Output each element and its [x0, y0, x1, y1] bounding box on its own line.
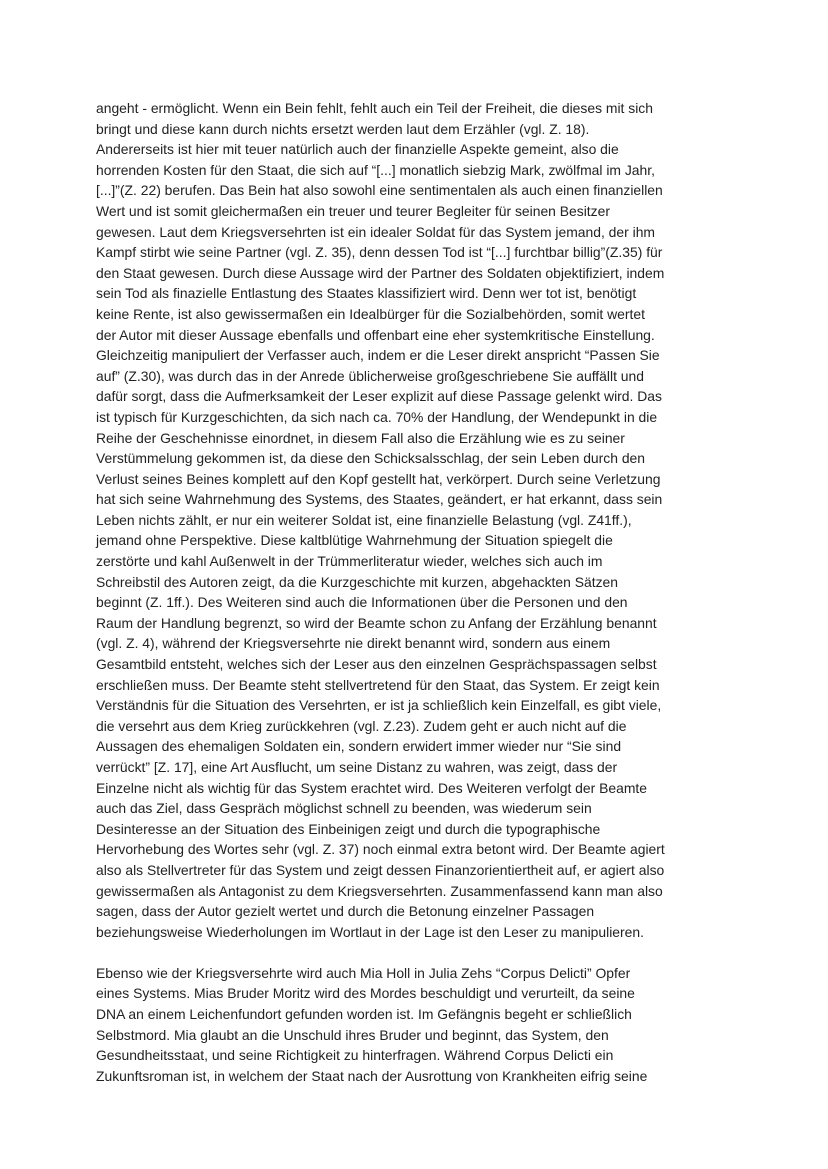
text-line: erschließen muss. Der Beamte steht stellvertretend für den Staat, das System. Er zeigt kein	[96, 676, 660, 693]
text-line: angeht - ermöglicht. Wenn ein Bein fehlt, fehlt auch ein Teil der Freiheit, die dieses mit sich	[96, 100, 653, 116]
text-line: (vgl. Z. 4), während der Kriegsversehrte nie direkt benannt wird, sondern aus einem	[96, 635, 611, 652]
text-line: die versehrt aus dem Krieg zurückkehren (vgl. Z.23). Zudem geht er auch nicht auf die	[96, 717, 627, 734]
text-line: Raum der Handlung begrenzt, so wird der Beamte schon zu Anfang der Erzählung benannt	[96, 614, 657, 631]
text-line: beginnt (Z. 1ff.). Des Weiteren sind auch die Informationen über die Personen und den	[96, 594, 628, 611]
text-line: DNA an einem Leichenfundort gefunden worden ist. Im Gefängnis begeht er schließlich	[96, 1005, 632, 1022]
text-line: Verstümmelung gekommen ist, da diese den Schicksalsschlag, der sein Leben durch den	[96, 450, 645, 467]
text-line: sein Tod als finazielle Entlastung des Staates klassifiziert wird. Denn wer tot ist, benötigt	[96, 285, 637, 302]
text-line: Verständnis für die Situation des Versehrten, er ist ja schließlich kein Einzelfall, es gibt viele,	[96, 697, 662, 714]
text-line: Gesamtbild entsteht, welches sich der Leser aus den einzelnen Gesprächspassagen selbst	[96, 656, 657, 673]
text-line: auf” (Z.30), was durch das in der Anrede üblicherweise großgeschriebene Sie auffällt und	[96, 367, 644, 384]
text-line: Aussagen des ehemaligen Soldaten ein, sondern erwidert immer wieder nur “Sie sind	[96, 738, 622, 755]
paragraph-1	[96, 98, 736, 942]
text-line: sagen, dass der Autor gezielt wertet und durch die Betonung einzelner Passagen	[96, 903, 595, 920]
text-line: gewissermaßen als Antagonist zu dem Kriegsversehrten. Zusammenfassend kann man also	[96, 882, 663, 899]
text-line: Reihe der Geschehnisse einordnet, in diesem Fall also die Erzählung wie es zu seiner	[96, 429, 625, 446]
text-line: Hervorhebung des Wortes sehr (vgl. Z. 37) noch einmal extra betont wird. Der Beamte agiert	[96, 841, 665, 858]
text-line: gewesen. Laut dem Kriegsversehrten ist ein idealer Soldat für das System jemand, der ihm	[96, 223, 655, 240]
text-line: horrenden Kosten für den Staat, die sich auf “[...] monatlich siebzig Mark, zwölfmal im Jahr,	[96, 161, 655, 178]
text-line: auch das Ziel, dass Gespräch möglichst schnell zu beenden, was wiederum sein	[96, 800, 592, 817]
text-line: den Staat gewesen. Durch diese Aussage wird der Partner des Soldaten objektifiziert, indem	[96, 264, 665, 281]
text-line: jemand ohne Perspektive. Diese kaltblütige Wahrnehmung der Situation spiegelt die	[96, 532, 613, 549]
text-line: Desinteresse an der Situation des Einbeinigen zeigt und durch die typographische	[96, 820, 601, 837]
text-line: der Autor mit dieser Aussage ebenfalls und offenbart eine eher systemkritische Einstellung.	[96, 326, 655, 343]
text-line: Wert und ist somit gleichermaßen ein treuer und teurer Begleiter für seinen Besitzer	[96, 202, 610, 219]
text-line: keine Rente, ist also gewissermaßen ein Idealbürger für die Sozialbehörden, somit wertet	[96, 305, 645, 322]
text-line: Kampf stirbt wie seine Partner (vgl. Z. 35), denn dessen Tod ist “[...] furchtbar billig”(Z.35) für	[96, 244, 663, 261]
paragraph-2	[96, 963, 736, 1087]
text-line: hat sich seine Wahrnehmung des Systems, des Staates, geändert, er hat erkannt, dass sein	[96, 491, 663, 508]
text-line: beziehungsweise Wiederholungen im Wortlaut in der Lage ist den Leser zu manipulieren.	[96, 923, 644, 940]
paragraph-gap	[96, 942, 736, 962]
text-line: bringt und diese kann durch nichts ersetzt werden laut dem Erzähler (vgl. Z. 18).	[96, 120, 590, 137]
text-line: Leben nichts zählt, er nur ein weiterer Soldat ist, eine finanzielle Belastung (vgl. Z41ff.),	[96, 511, 632, 528]
text-line: eines Systems. Mias Bruder Moritz wird des Mordes beschuldigt und verurteilt, da seine	[96, 985, 635, 1002]
text-line: [...]”(Z. 22) berufen. Das Bein hat also sowohl eine sentimentalen als auch einen finanziellen	[96, 182, 663, 199]
text-line: Gleichzeitig manipuliert der Verfasser auch, indem er die Leser direkt anspricht “Passen Sie	[96, 347, 660, 364]
text-line: zerstörte und kahl Außenwelt in der Trümmerliteratur wieder, welches sich auch im	[96, 553, 603, 570]
text-line: also als Stellvertreter für das System und zeigt dessen Finanzorientiertheit auf, er agiert also	[96, 861, 665, 878]
text-line: Selbstmord. Mia glaubt an die Unschuld ihres Bruder und beginnt, das System, den	[96, 1026, 609, 1043]
text-line: Andererseits ist hier mit teuer natürlich auch der finanzielle Aspekte gemeint, also die	[96, 141, 619, 158]
text-line: verrückt” [Z. 17], eine Art Ausflucht, um seine Distanz zu wahren, was zeigt, dass der	[96, 759, 618, 775]
text-line: Ebenso wie der Kriegsversehrte wird auch Mia Holl in Julia Zehs “Corpus Delicti” Opfer	[96, 964, 631, 981]
text-line: dafür sorgt, dass die Aufmerksamkeit der Leser explizit auf diese Passage gelenkt wird. Das	[96, 388, 662, 405]
text-line: ist typisch für Kurzgeschichten, da sich nach ca. 70% der Handlung, der Wendepunkt in die	[96, 408, 658, 425]
document-body	[96, 98, 736, 1086]
text-line: Zukunftsroman ist, in welchem der Staat nach der Ausrottung von Krankheiten eifrig seine	[96, 1067, 648, 1084]
text-line: Einzelne nicht als wichtig für das System erachtet wird. Des Weiteren verfolgt der Beamte	[96, 779, 647, 796]
text-line: Gesundheitsstaat, und seine Richtigkeit zu hinterfragen. Während Corpus Delicti ein	[96, 1047, 614, 1064]
text-line: Verlust seines Beines komplett auf den Kopf gestellt hat, verkörpert. Durch seine Verletzung	[96, 470, 661, 487]
text-line: Schreibstil des Autoren zeigt, da die Kurzgeschichte mit kurzen, abgehackten Sätzen	[96, 573, 618, 590]
